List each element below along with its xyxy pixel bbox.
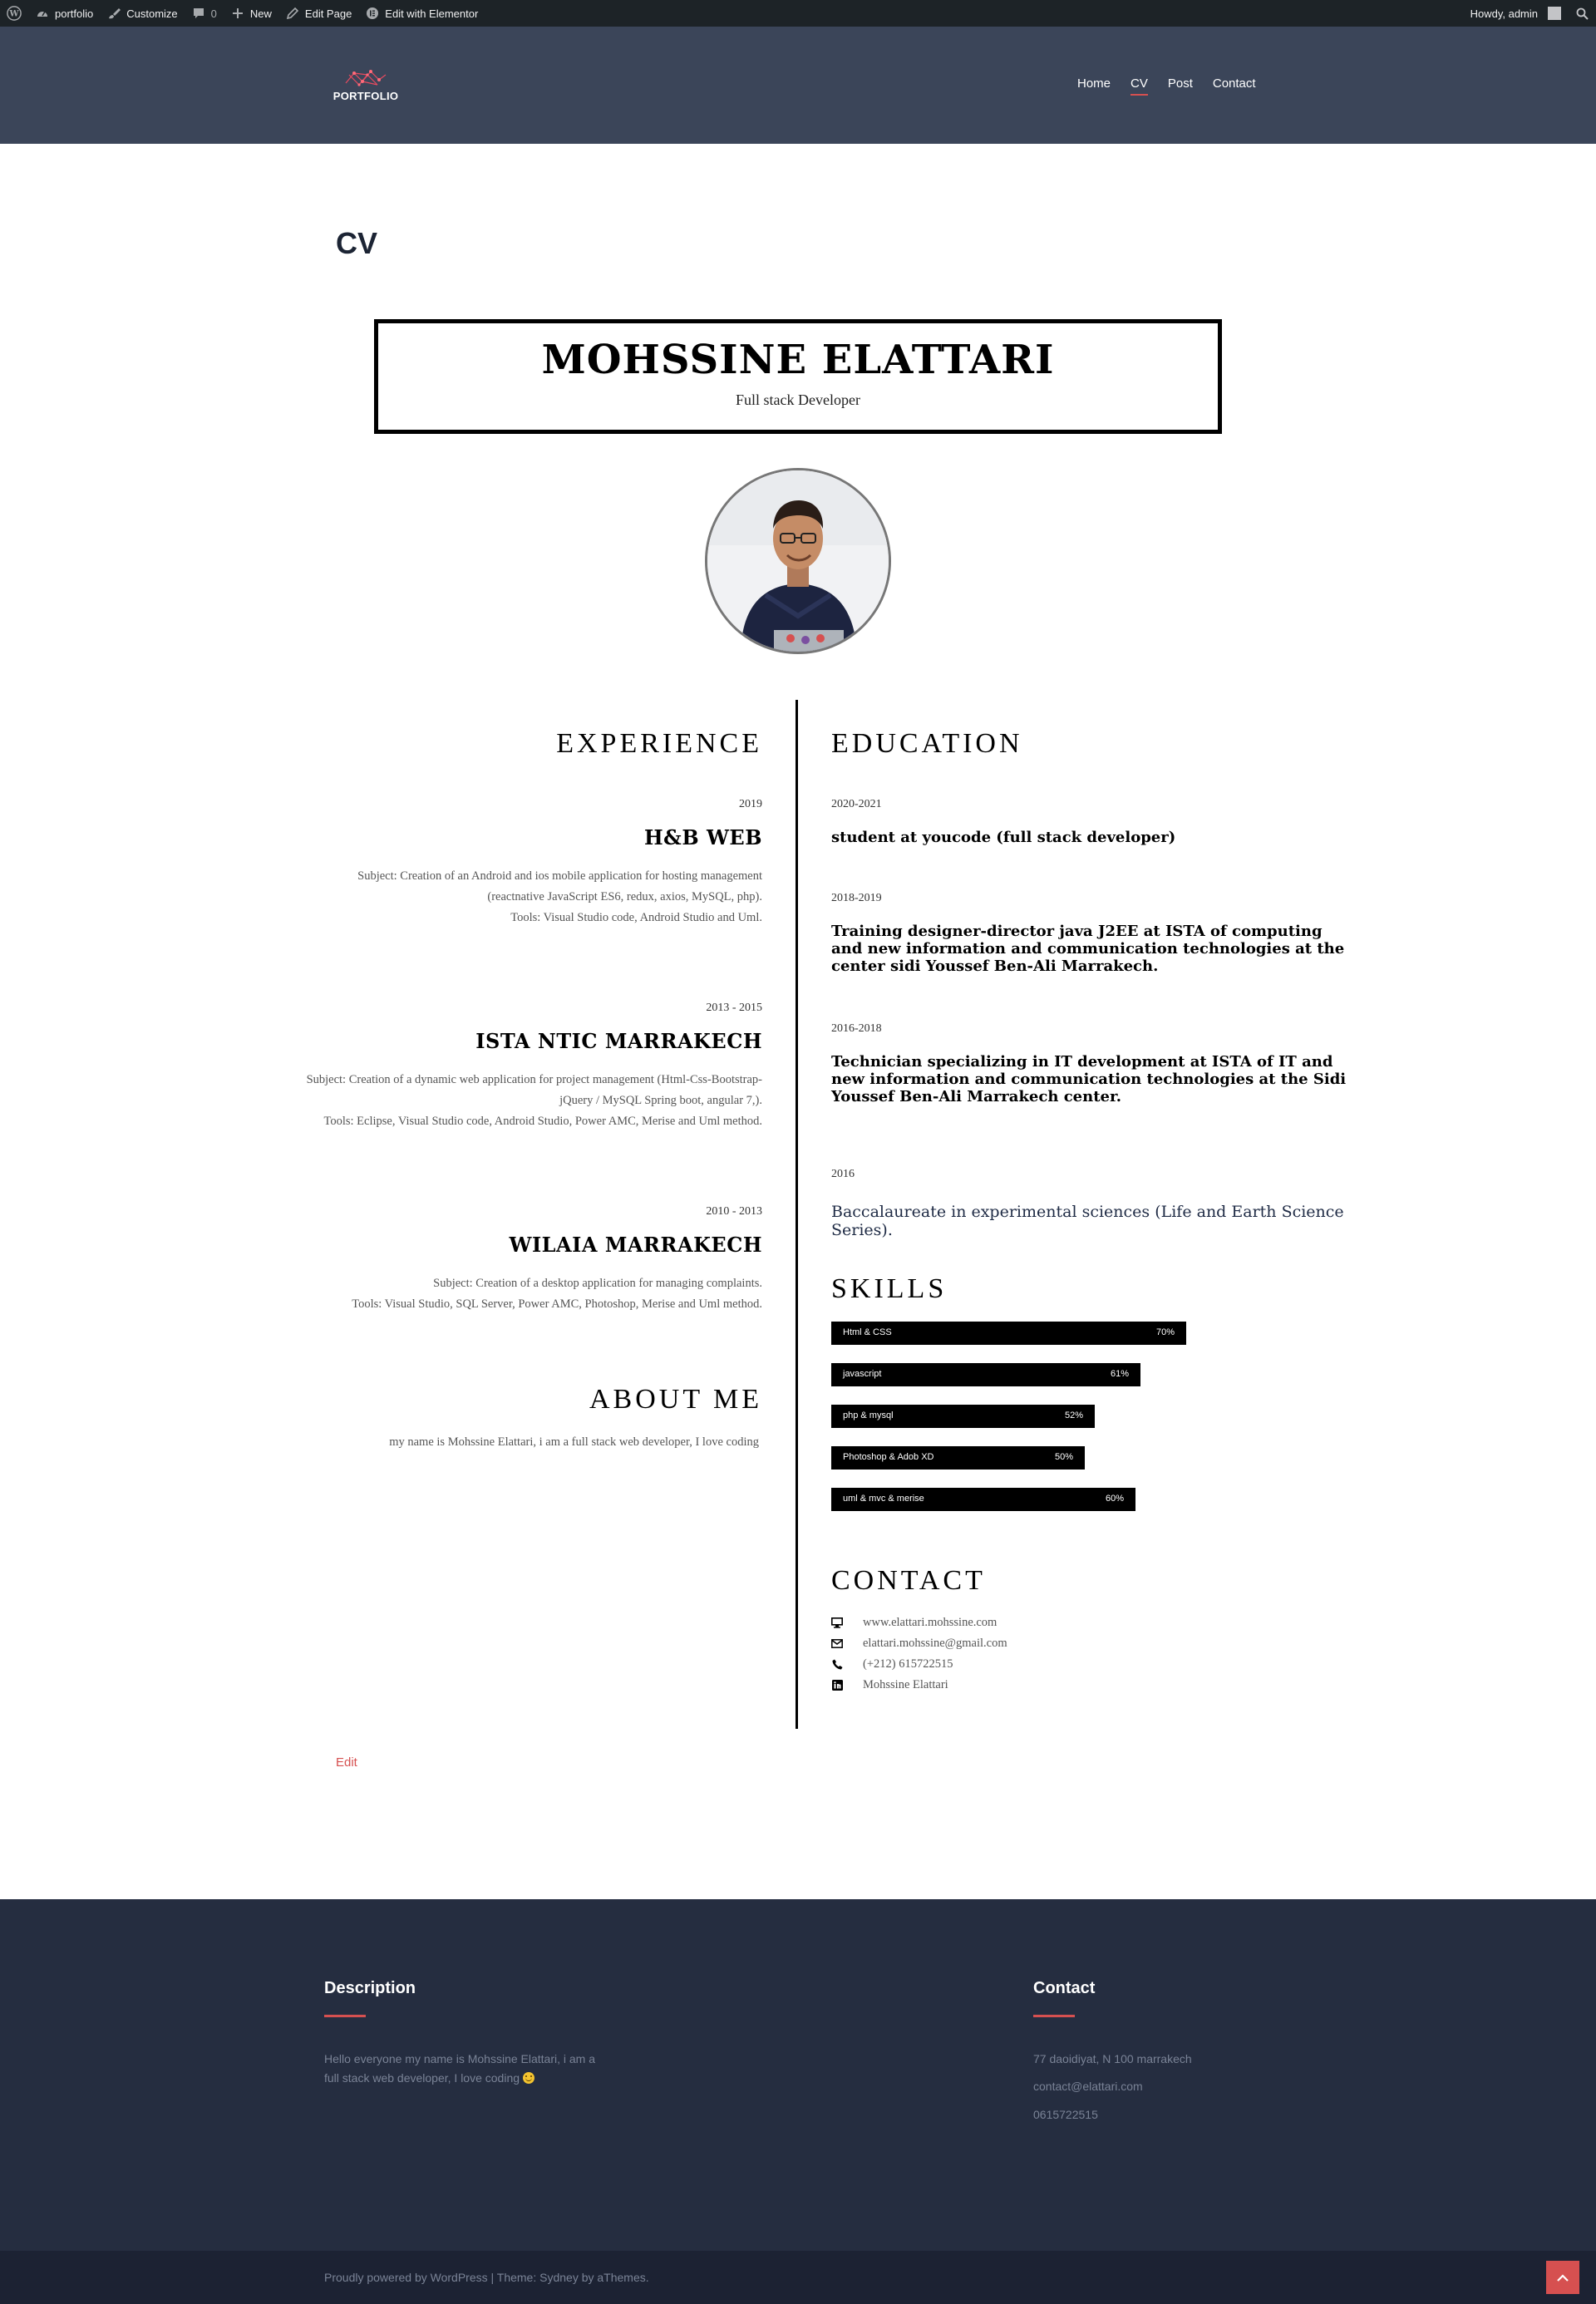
nav-post[interactable]: Post	[1167, 76, 1193, 91]
contact-phone: (+212) 615722515	[863, 1657, 953, 1671]
new-label: New	[249, 7, 272, 20]
skill-bar	[831, 1405, 1095, 1428]
skill-percent: 60%	[1105, 1494, 1124, 1504]
experience-1-line: Subject: Creation of an Android and ios mobile application for hosting management	[357, 869, 762, 883]
skill-bar	[831, 1446, 1085, 1470]
experience-3-line: Subject: Creation of a desktop application for managing complaints.	[433, 1277, 762, 1290]
skill-name: Html & CSS	[843, 1327, 892, 1337]
skill-name: Photoshop & Adob XD	[843, 1452, 934, 1462]
customize-link[interactable]	[100, 0, 184, 27]
experience-2-title: ISTA NTIC MARRAKECH	[475, 1029, 762, 1053]
footer-phone: 0615722515	[1033, 2108, 1098, 2121]
experience-3-title: WILAIA MARRAKECH	[509, 1233, 762, 1257]
back-to-top-button[interactable]	[1546, 2261, 1579, 2294]
experience-column	[208, 0, 762, 1496]
skill-bar	[831, 1322, 1186, 1345]
contact-website: www.elattari.mohssine.com	[863, 1615, 998, 1629]
about-text: my name is Mohssine Elattari, i am a full stack web developer, I love coding	[389, 1435, 759, 1449]
skills-heading: SKILLS	[831, 1273, 948, 1304]
education-1-title: student at youcode (full stack developer)	[831, 829, 1176, 846]
nav-home[interactable]: Home	[1077, 76, 1111, 91]
footer-contact-underline	[1033, 2015, 1075, 2017]
contact-heading: CONTACT	[831, 1565, 986, 1596]
desktop-icon	[831, 1617, 843, 1628]
contact-website-row[interactable]	[831, 1614, 997, 1631]
education-3-title: Technician specializing in IT development at ISTA of IT and new information and communication technologies at the Sidi Youssef Ben-Ali Marrakech center.	[831, 1053, 1347, 1105]
skill-percent: 50%	[1054, 1452, 1073, 1462]
contact-linkedin-row[interactable]	[831, 1676, 948, 1693]
footer-email[interactable]: contact@elattari.com	[1033, 2080, 1143, 2093]
envelope-icon	[831, 1637, 843, 1649]
footer-description-line: full stack web developer, I love coding	[324, 2071, 520, 2085]
experience-2-description	[208, 1070, 762, 1132]
edit-page-label: Edit Page	[304, 7, 352, 20]
skill-percent: 61%	[1110, 1369, 1129, 1379]
skill-bar	[831, 1488, 1135, 1511]
experience-2-line: Tools: Eclipse, Visual Studio code, Android Studio, Power AMC, Merise and Uml method.	[323, 1115, 762, 1128]
experience-3-year: 2010 - 2013	[706, 1205, 762, 1218]
wordpress-logo-button[interactable]	[0, 0, 28, 27]
education-2-title: Training designer-director java J2EE at ISTA of computing and new information and communication technologies at the center sidi Youssef Ben-Ali Marrakech.	[831, 923, 1345, 975]
experience-2-year: 2013 - 2015	[706, 1002, 762, 1014]
education-heading: EDUCATION	[831, 728, 1023, 759]
skill-bar	[831, 1363, 1140, 1386]
footer-credit[interactable]: Proudly powered by WordPress | Theme: Sydney by aThemes.	[324, 2271, 649, 2284]
comment-icon	[191, 6, 206, 21]
contact-email: elattari.mohssine@gmail.com	[863, 1636, 1007, 1650]
site-name-link[interactable]	[28, 0, 100, 27]
admin-search-button[interactable]	[1568, 0, 1596, 27]
edit-link[interactable]: Edit	[336, 1755, 357, 1770]
phone-icon	[831, 1658, 843, 1670]
education-4-title: Baccalaureate in experimental sciences (Life and Earth Science Series).	[831, 1203, 1344, 1239]
wordpress-icon	[7, 6, 22, 21]
experience-3-description	[208, 1273, 762, 1315]
footer-description-text	[324, 2050, 595, 2088]
experience-3-line: Tools: Visual Studio, SQL Server, Power AMC, Photoshop, Merise and Uml method.	[352, 1297, 762, 1311]
logo-text: PORTFOLIO	[332, 90, 399, 102]
nav-contact[interactable]: Contact	[1212, 76, 1256, 91]
skill-name: php & mysql	[843, 1410, 894, 1420]
experience-1-line: (reactnative JavaScript ES6, redux, axios, MySQL, php).	[487, 890, 762, 903]
customize-label: Customize	[126, 7, 178, 20]
chevron-up-icon	[1556, 2273, 1569, 2282]
footer-description-underline	[324, 2015, 366, 2017]
about-heading: ABOUT ME	[589, 1384, 762, 1415]
footer-description-line: Hello everyone my name is Mohssine Elattari, i am a	[324, 2052, 596, 2065]
contact-phone-row[interactable]	[831, 1656, 953, 1672]
experience-1-line: Tools: Visual Studio code, Android Studio and Uml.	[510, 911, 762, 924]
skill-percent: 70%	[1155, 1327, 1175, 1337]
edit-elementor-label: Edit with Elementor	[385, 7, 479, 20]
linkedin-icon	[831, 1679, 843, 1691]
cv-name: MOHSSINE ELATTARI	[541, 337, 1055, 383]
column-divider	[796, 700, 798, 1729]
education-column	[831, 0, 1347, 1745]
experience-1-description	[208, 866, 762, 928]
nav-cv[interactable]: CV	[1121, 76, 1158, 96]
experience-heading: EXPERIENCE	[556, 728, 762, 759]
experience-2-line: jQuery / MySQL Spring boot, angular 7,).	[559, 1094, 762, 1107]
contact-linkedin: Mohssine Elattari	[863, 1677, 948, 1691]
footer-bottom	[0, 2251, 1596, 2304]
page-title: CV	[336, 226, 378, 260]
education-2-year: 2018-2019	[831, 892, 882, 904]
site-name-label: portfolio	[55, 7, 94, 20]
admin-avatar-icon	[1548, 7, 1561, 20]
howdy-label: Howdy, admin	[1470, 7, 1538, 20]
experience-1-title: H&B WEB	[643, 825, 762, 849]
skill-name: javascript	[843, 1369, 882, 1379]
education-4-year: 2016	[831, 1168, 855, 1180]
experience-2-line: Subject: Creation of a dynamic web application for project management (Html-Css-Bootstrap-	[306, 1073, 762, 1086]
cv-role: Full stack Developer	[736, 391, 860, 408]
skill-name: uml & mvc & merise	[843, 1494, 924, 1504]
dashboard-icon	[35, 6, 50, 21]
footer-address: 77 daoidiyat, N 100 marrakech	[1033, 2052, 1192, 2065]
search-icon	[1574, 6, 1589, 21]
smile-emoji-icon	[523, 2072, 534, 2084]
education-1-year: 2020-2021	[831, 798, 882, 810]
footer-contact-title: Contact	[1033, 1979, 1096, 1997]
account-menu[interactable]	[1464, 0, 1568, 27]
svg-text:W: W	[9, 9, 19, 19]
comments-count: 0	[210, 7, 217, 20]
footer-widgets	[0, 1899, 1596, 2251]
brush-icon	[106, 6, 121, 21]
skill-percent: 52%	[1064, 1410, 1083, 1420]
experience-1-year: 2019	[739, 798, 762, 810]
footer-description-line-2	[324, 2069, 595, 2088]
footer-description-title: Description	[324, 1979, 416, 1997]
contact-email-row[interactable]	[831, 1635, 1007, 1652]
education-3-year: 2016-2018	[831, 1022, 882, 1035]
